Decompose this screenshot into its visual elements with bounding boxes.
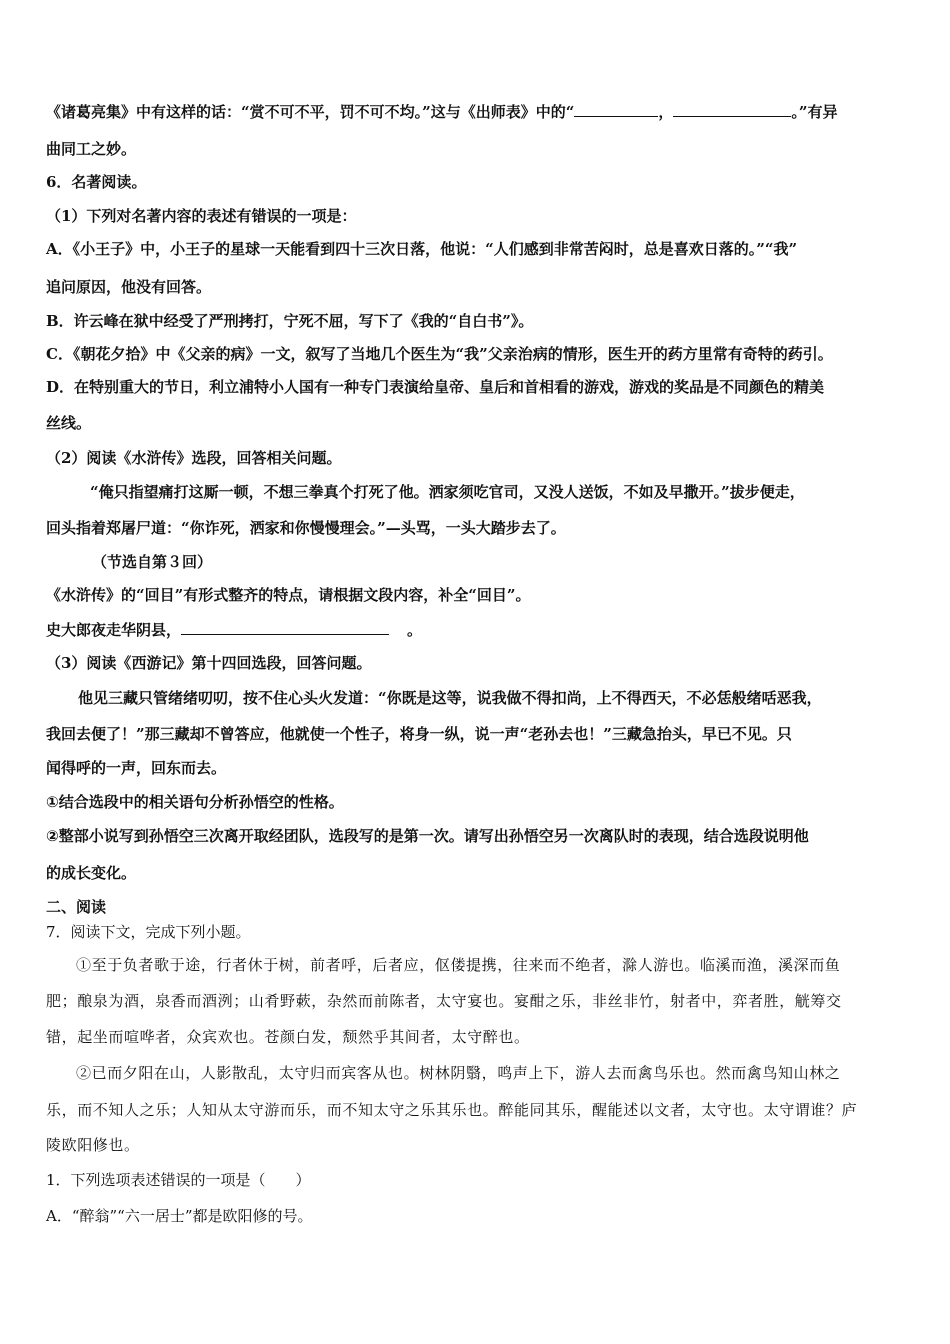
question-heading: 6．名著阅读。 [46, 173, 147, 191]
passage-line: 他见三藏只管绪绪叨叨，按不住心头火发道：“你既是这等，说我做不得扣尚，上不得西天，不必恁般绪咶恶我， [78, 689, 822, 707]
passage-line: 错，起坐而喧哗者，众宾欢也。苍颜白发，颓然乎其间者，太守醉也。 [46, 1028, 530, 1046]
passage-source: （节选自第３回） [92, 553, 213, 571]
text-line: 《水浒传》的“回目”有形式整齐的特点，请根据文段内容，补全“回目”。 [46, 586, 531, 604]
sub-question: 1．下列选项表述错误的一项是（ ） [46, 1171, 311, 1189]
option-a: A．《小王子》中，小王子的星球一天能看到四十三次日落，他说：“人们感到非常苦闷时，总是喜欢日落的。”“我” [46, 240, 798, 258]
passage-line: 我回去便了！”那三藏却不曾答应，他就使一个性子，将身一纵，说一声“老孙去也！”三藏急抬头，早已不见。只 [46, 725, 792, 743]
sub-question: （1）下列对名著内容的表述有错误的一项是： [46, 207, 357, 225]
option-c: C．《朝花夕拾》中《父亲的病》一文，叙写了当地几个医生为“我”父亲治病的情形，医生开的药方里常有奇特的药引。 [46, 345, 833, 363]
text-line: ②整部小说写到孙悟空三次离开取经团队，选段写的是第一次。请写出孙悟空另一次离队时的表现，结合选段说明他 [46, 827, 809, 845]
passage-line: 陵欧阳修也。 [46, 1136, 140, 1154]
text-line: 曲同工之妙。 [46, 140, 137, 158]
answer-blank[interactable] [673, 102, 791, 117]
sub-question: （2）阅读《水浒传》选段，回答相关问题。 [46, 449, 342, 467]
section-heading: 二、阅读 [46, 898, 107, 916]
question-heading: 7．阅读下文，完成下列小题。 [46, 923, 251, 941]
answer-blank[interactable] [574, 102, 658, 117]
passage-line: 回头指着郑屠尸道：“你诈死，洒家和你慢慢理会。”—头骂，一头大踏步去了。 [46, 519, 566, 537]
passage-line: ①至于负者歌于途，行者休于树，前者呼，后者应，伛偻提携，往来而不绝者，滁人游也。临溪而渔，溪深而鱼 [76, 956, 841, 974]
option-d: D．在特别重大的节日，利立浦特小人国有一种专门表演给皇帝、皇后和首相看的游戏，游戏的奖品是不同颜色的精美 [46, 378, 825, 396]
passage-line: 闻得呼的一声，回东而去。 [46, 759, 227, 777]
passage-line: 肥；酿泉为酒，泉香而酒洌；山肴野蔌，杂然而前陈者，太守宴也。宴酣之乐，非丝非竹，射者中，弈者胜，觥筹交 [46, 992, 842, 1010]
passage-line: “俺只指望痛打这厮一顿，不想三拳真个打死了他。洒家须吃官司，又没人送饭，不如及早撒开。”拔步便走， [90, 483, 805, 501]
text-line: 史大郎夜走华阴县， 。 [46, 621, 423, 639]
text-line: ①结合选段中的相关语句分析孙悟空的性格。 [46, 793, 344, 811]
text-line: 丝线。 [46, 414, 92, 432]
answer-blank[interactable] [181, 620, 389, 635]
text-line: 《诸葛亮集》中有这样的话：“赏不可不平，罚不可不均。”这与《出师表》中的“ ， 。”有异 [46, 103, 838, 121]
option-b: B．许云峰在狱中经受了严刑拷打，宁死不屈，写下了《我的“自白书”》。 [46, 312, 534, 330]
sub-question: （3）阅读《西游记》第十四回选段，回答问题。 [46, 654, 372, 672]
text-line: 追问原因，他没有回答。 [46, 278, 212, 296]
passage-line: 乐，而不知人之乐；人知从太守游而乐，而不知太守之乐其乐也。醉能同其乐，醒能述以文者，太守也。太守谓谁？庐 [46, 1101, 858, 1119]
option-a: A．“醉翁”“六一居士”都是欧阳修的号。 [46, 1207, 313, 1225]
passage-line: ②已而夕阳在山，人影散乱，太守归而宾客从也。树林阴翳，鸣声上下，游人去而禽鸟乐也。然而禽鸟知山林之 [76, 1064, 841, 1082]
text-line: 的成长变化。 [46, 864, 137, 882]
